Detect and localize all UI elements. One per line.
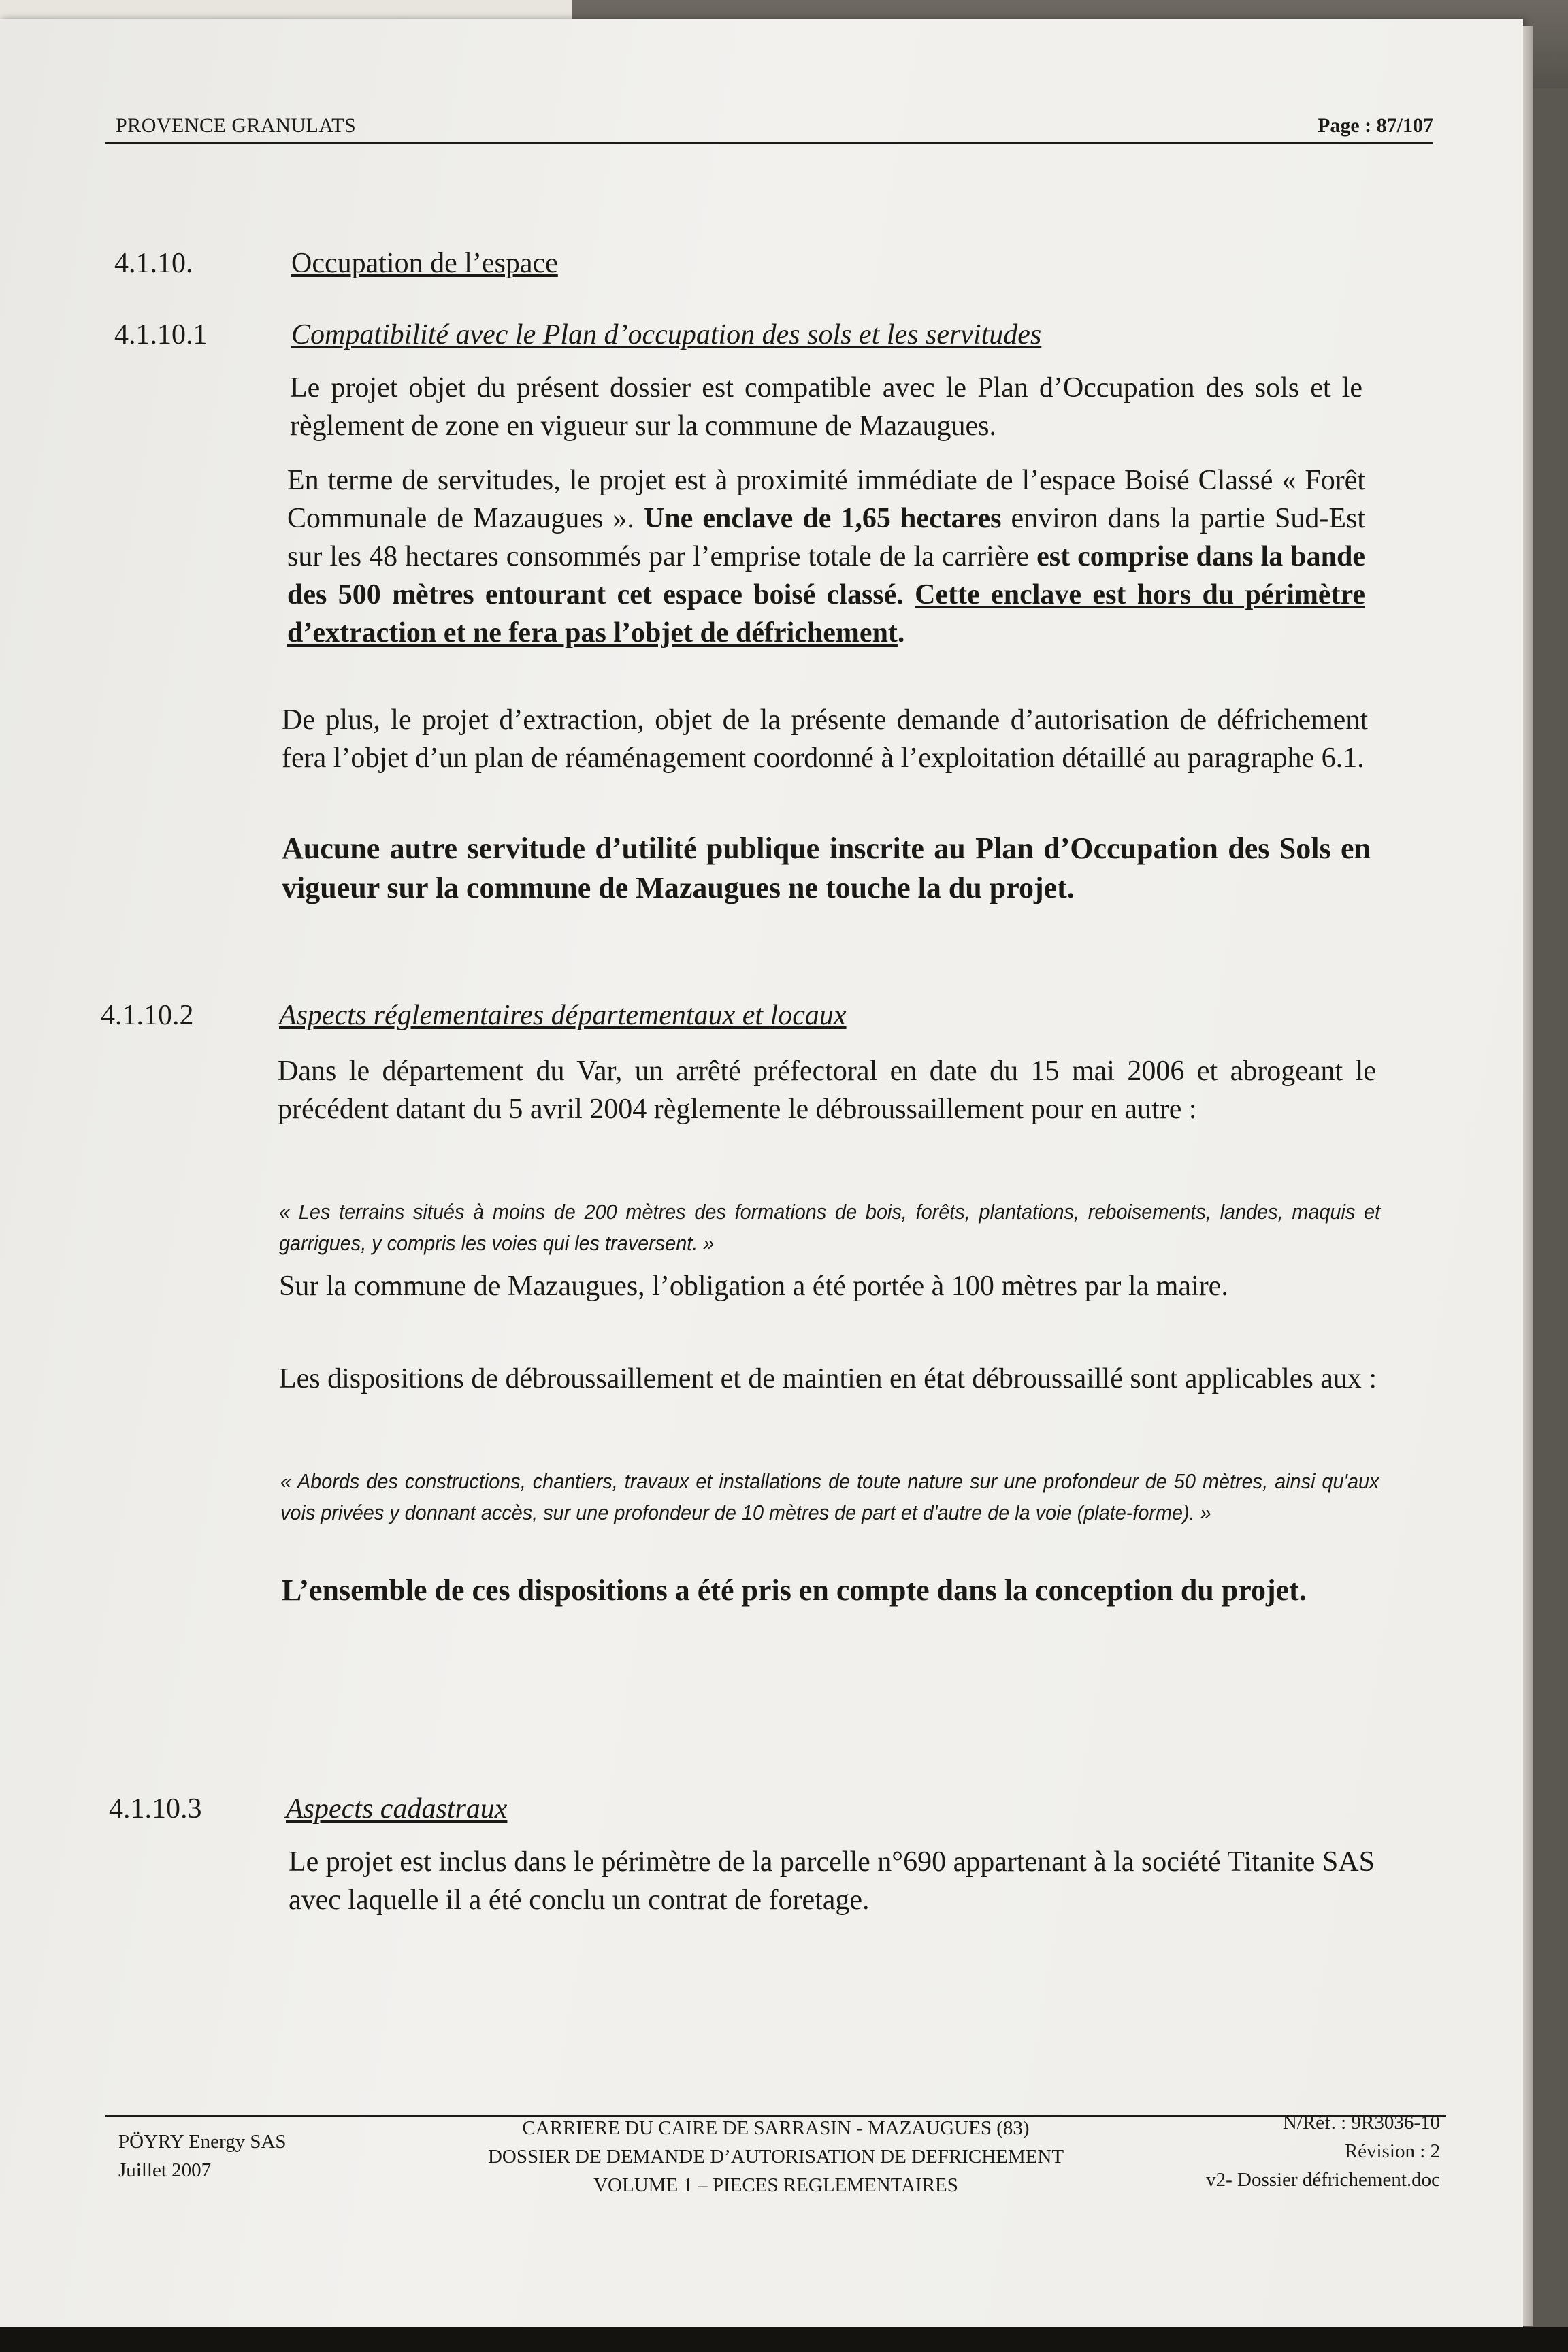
servitudes-text-2: environ dans la partie Sud-Est sur les 48 hectares consommés par l’emprise totale de la carrière bbox=[287, 503, 1366, 572]
subsection-1-number: 4.1.10.1 bbox=[114, 319, 208, 350]
footer-volume: VOLUME 1 – PIECES REGLEMENTAIRES bbox=[593, 2174, 958, 2196]
quote-abords: « Abords des constructions, chantiers, travaux et installations de toute nature sur une profondeur de 50 mètres, ainsi qu'aux vois privées y donnant accès, sur une profondeur de 10 mètres de part et d'autre de la voie (plate-forme). » bbox=[280, 1469, 1379, 1524]
paragraph-arrete-prefectoral: Dans le département du Var, un arrêté préfectoral en date du 15 mai 2006 et abrogeant le précédent datant du 5 avril 2004 règlemente le débroussaillement pour en autre : bbox=[278, 1056, 1376, 1125]
subsection-2-title: Aspects réglementaires départementaux et locaux bbox=[279, 1000, 847, 1031]
footer-company: PÖYRY Energy SAS bbox=[118, 2131, 287, 2153]
footer-left bbox=[118, 2127, 287, 2185]
footer-project: CARRIERE DU CAIRE DE SARRASIN - MAZAUGUES (83) bbox=[522, 2117, 1030, 2139]
footer-center bbox=[436, 2114, 1116, 2200]
section-number: 4.1.10. bbox=[114, 248, 193, 279]
subsection-3-number: 4.1.10.3 bbox=[109, 1793, 202, 1825]
paragraph-mazaugues-obligation: Sur la commune de Mazaugues, l’obligation a été portée à 100 mètres par la maire. bbox=[279, 1271, 1228, 1302]
header-company: PROVENCE GRANULATS bbox=[116, 114, 357, 137]
servitudes-end: . bbox=[897, 617, 905, 649]
document-page bbox=[0, 19, 1523, 2328]
paragraph-cadastre: Le projet est inclus dans le périmètre de la parcelle n°690 appartenant à la société Titanite SAS avec laquelle il a été conclu un contrat de foretage. bbox=[289, 1846, 1375, 1916]
paragraph-dispositions: Les dispositions de débroussaillement et de maintien en état débroussaillé sont applicables aux : bbox=[279, 1363, 1377, 1394]
footer-date: Juillet 2007 bbox=[118, 2159, 212, 2181]
paragraph-ensemble-dispositions: L’ensemble de ces dispositions a été pris en compte dans la conception du projet. bbox=[282, 1573, 1307, 1607]
quote-terrains: « Les terrains situés à moins de 200 mètres des formations de bois, forêts, plantations, reboisements, landes, maquis et garrigues, y compris les voies qui les traversent. » bbox=[279, 1200, 1381, 1255]
servitudes-bold-underline: Cette enclave est hors du périmètre d’extraction et ne fera pas l’objet de défrichement bbox=[287, 579, 1366, 649]
servitudes-bold-2: est comprise dans la bande des 500 mètres entourant cet espace boisé classé. bbox=[287, 541, 1365, 610]
subsection-3-title: Aspects cadastraux bbox=[286, 1793, 508, 1825]
paragraph-reamenagement: De plus, le projet d’extraction, objet de la présente demande d’autorisation de défrichement fera l’objet d’un plan de réaménagement coordonné à l’exploitation détaillé au paragraphe 6.1. bbox=[282, 704, 1368, 774]
servitudes-text-1: En terme de servitudes, le projet est à proximité immédiate de l’espace Boisé Classé « Forêt Communale de Mazaugues ». bbox=[287, 465, 1365, 534]
subsection-2-number: 4.1.10.2 bbox=[101, 1000, 194, 1031]
subsection-1-title: Compatibilité avec le Plan d’occupation des sols et les servitudes bbox=[291, 319, 1042, 350]
paragraph-servitudes bbox=[287, 461, 1365, 652]
page-stack-edge bbox=[1523, 26, 1533, 2326]
footer-filename: v2- Dossier défrichement.doc bbox=[1206, 2169, 1440, 2191]
servitudes-bold-1: Une enclave de 1,65 hectares bbox=[643, 503, 1002, 534]
paragraph-compatibility: Le projet objet du présent dossier est compatible avec le Plan d’Occupation des sols et le règlement de zone en vigueur sur la commune de Mazaugues. bbox=[290, 372, 1362, 442]
footer-right bbox=[1100, 2108, 1440, 2194]
footer-reference: N/Réf. : 9R3036-10 bbox=[1282, 2112, 1440, 2134]
desk-bottom bbox=[0, 2328, 1568, 2352]
section-title: Occupation de l’espace bbox=[291, 248, 558, 279]
paragraph-no-other-servitude: Aucune autre servitude d’utilité publique inscrite au Plan d’Occupation des Sols en vigueur sur la commune de Mazaugues ne touche la du projet. bbox=[282, 832, 1371, 904]
header-rule bbox=[105, 142, 1433, 144]
footer-revision: Révision : 2 bbox=[1344, 2140, 1440, 2162]
footer-dossier: DOSSIER DE DEMANDE D’AUTORISATION DE DEFRICHEMENT bbox=[487, 2146, 1064, 2168]
header-page-number: Page : 87/107 bbox=[1318, 114, 1433, 137]
